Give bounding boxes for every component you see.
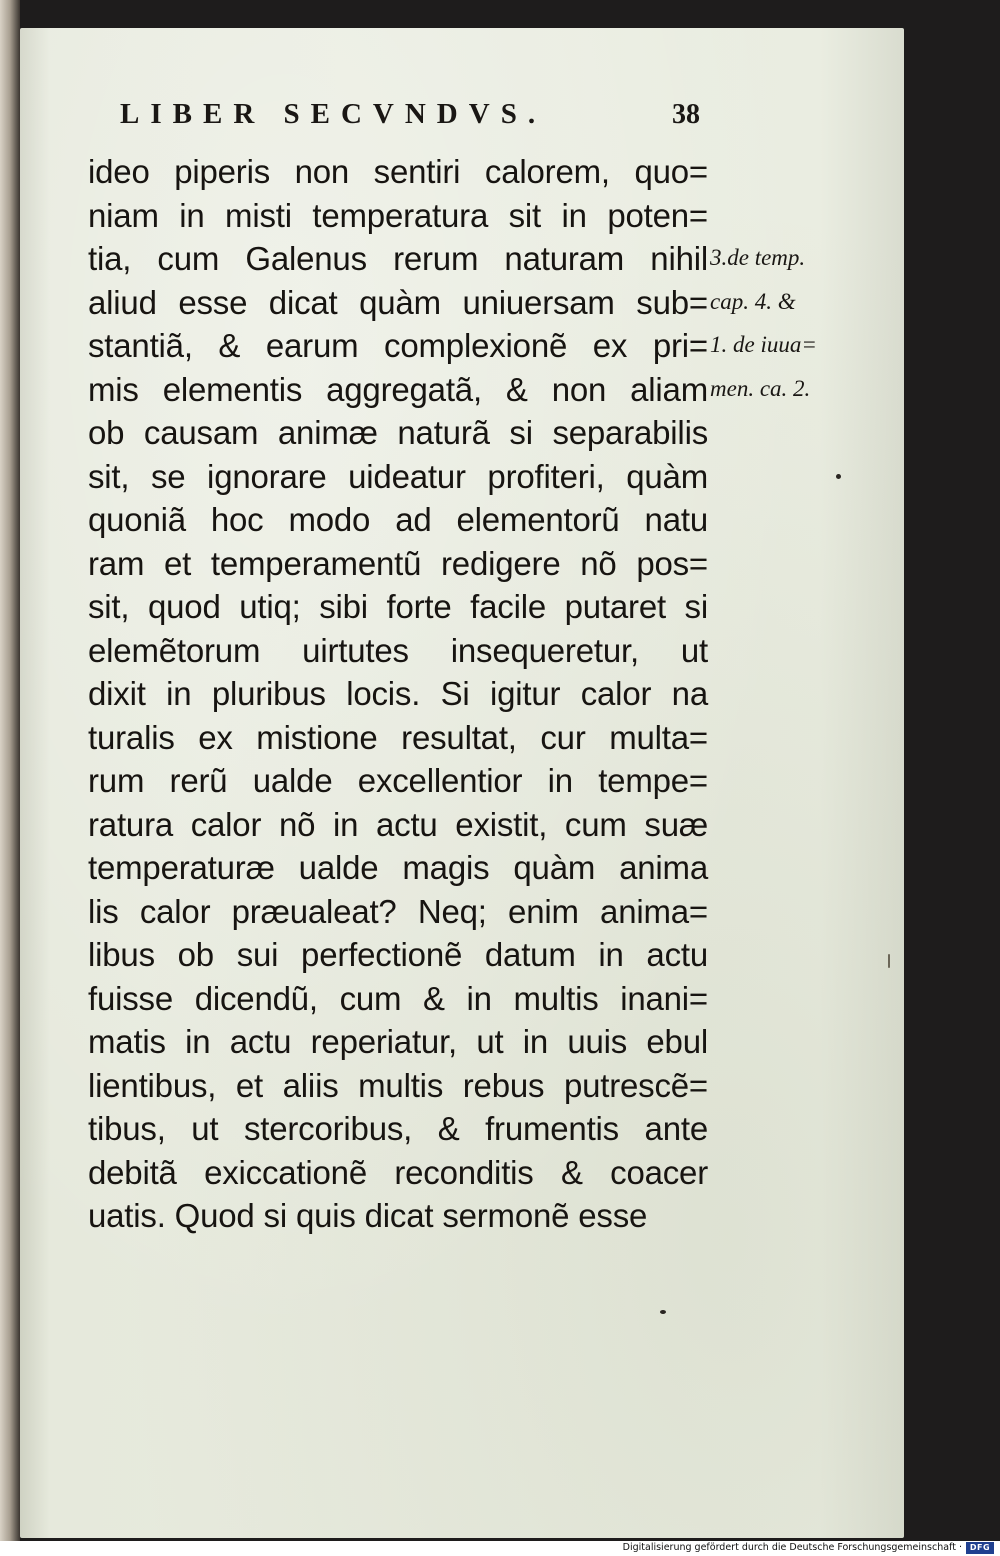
marginal-note-line: 3.de temp. — [710, 245, 806, 270]
text-line: tibus, ut stercoribus, & frumentis ante — [88, 1110, 708, 1147]
text-line: sit, se ignorare uideatur profiteri, quàm — [88, 457, 708, 495]
running-title: LIBER SECVNDVS. — [120, 98, 547, 130]
book-page — [20, 28, 904, 1538]
text-line: sit, quod utiq; sibi forte facile putaret si — [88, 588, 708, 625]
text-line: libus ob sui perfectionẽ datum in actu — [88, 936, 708, 973]
text-line: niam in misti temperatura sit in poten= — [88, 196, 708, 234]
funding-notice: Digitalisierung gefördert durch die Deutsche Forschungsgemeinschaft · — [622, 1542, 962, 1553]
text-line: aliud esse dicat quàm uniuersam sub= — [88, 283, 708, 321]
footer — [0, 1541, 1000, 1556]
ink-speck — [836, 474, 841, 479]
text-line: mis elementis aggregatã, & non aliam — [88, 370, 708, 408]
dfg-logo: DFG — [966, 1542, 994, 1554]
text-line: tia, cum Galenus rerum naturam nihil — [88, 240, 708, 277]
binding-edge — [0, 0, 20, 1541]
body-text — [88, 150, 708, 1238]
ink-speck — [888, 954, 890, 968]
text-line: ram et temperamentũ redigere nõ pos= — [88, 544, 708, 582]
marginal-note-line: 1. de iuua= — [710, 332, 817, 357]
text-line: dixit in pluribus locis. Si igitur calor na — [88, 675, 708, 712]
text-line: stantiã, & earum complexionẽ ex pri= — [88, 327, 708, 364]
page-number: 38 — [672, 99, 700, 130]
running-head — [120, 98, 700, 131]
text-line: lis calor præualeat? Neq; enim anima= — [88, 892, 708, 930]
marginal-note-line: men. ca. 2. — [710, 375, 811, 401]
marginal-note — [710, 236, 860, 410]
text-line: turalis ex mistione resultat, cur multa= — [88, 718, 708, 756]
text-line: ratura calor nõ in actu existit, cum suæ — [88, 805, 708, 843]
text-line: ob causam animæ naturã si separabilis — [88, 414, 708, 451]
text-line: rum rerũ ualde excellentior in tempe= — [88, 762, 708, 799]
text-line last-line: uatis. Quod si quis dicat sermonẽ esse — [88, 1197, 648, 1234]
text-line: fuisse dicendũ, cum & in multis inani= — [88, 979, 708, 1017]
text-line: ideo piperis non sentiri calorem, quo= — [88, 153, 708, 190]
text-line: lientibus, et aliis multis rebus putrescẽ= — [88, 1066, 708, 1104]
text-line: matis in actu reperiatur, ut in uuis ebul — [88, 1023, 708, 1060]
ink-speck — [660, 1310, 666, 1314]
text-line: quoniã hoc modo ad elementorũ natu — [88, 501, 708, 538]
text-line: temperaturæ ualde magis quàm anima — [88, 849, 708, 886]
text-line: elemẽtorum uirtutes insequeretur, ut — [88, 631, 708, 669]
text-line: debitã exiccationẽ reconditis & coacer — [88, 1153, 708, 1191]
marginal-note-line: cap. 4. & — [710, 288, 796, 314]
